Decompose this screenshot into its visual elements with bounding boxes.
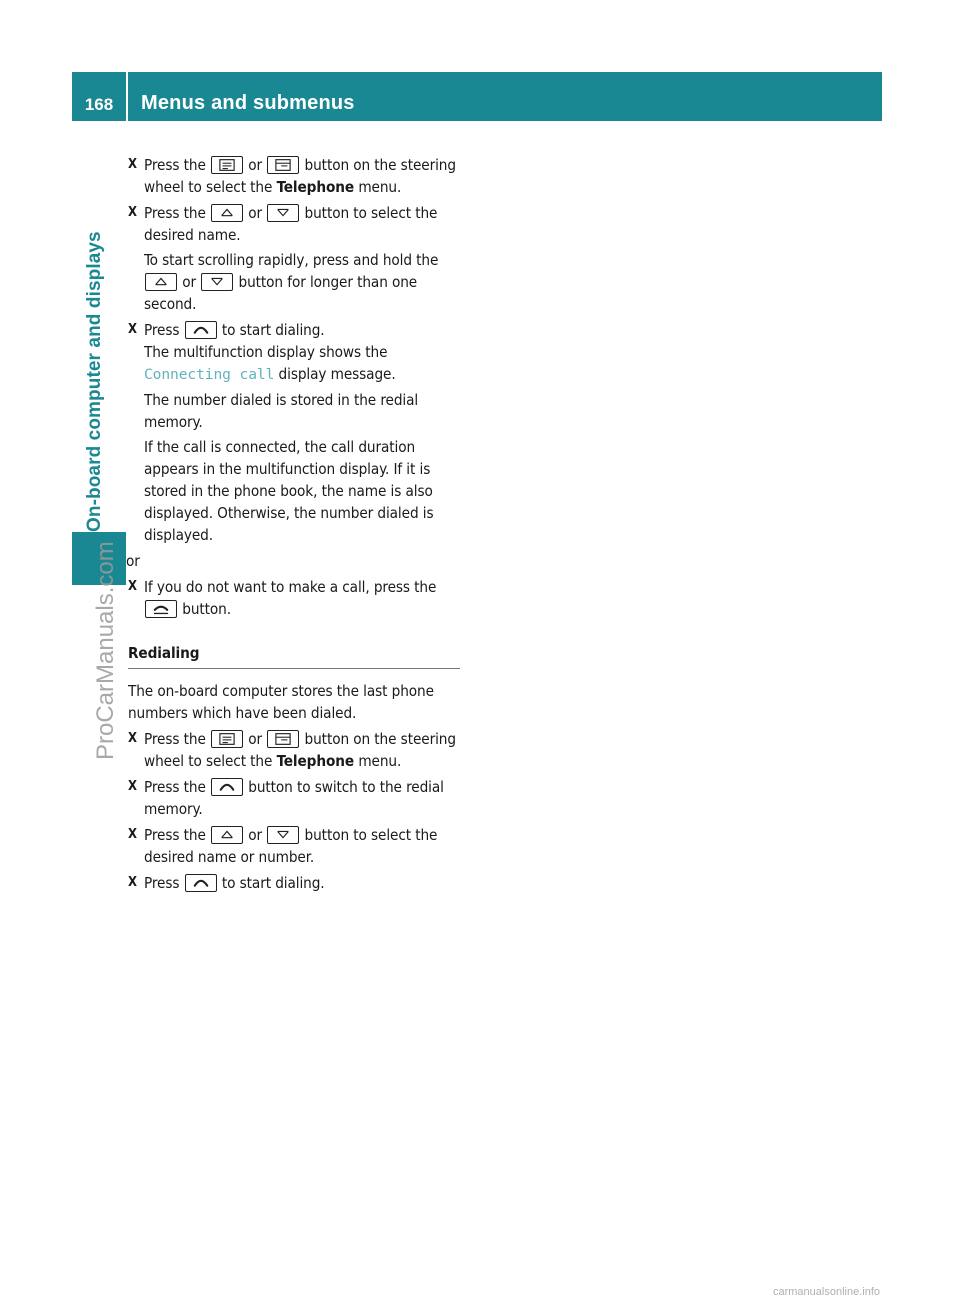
step-marker-icon: X — [128, 322, 137, 337]
page-back-icon — [267, 156, 299, 174]
header-divider — [126, 72, 128, 121]
chevron-up-icon — [211, 826, 243, 844]
chapter-label: On-board computer and displays — [84, 231, 105, 532]
redial-step-select-telephone: X Press the or button on the steering wheel to select the Telephone menu. — [128, 730, 456, 770]
step-marker-icon: X — [128, 205, 137, 220]
page-back-icon — [267, 730, 299, 748]
redial-step-start-dialing: X Press to start dialing. — [128, 874, 325, 892]
phone-pickup-icon — [185, 874, 217, 892]
step-marker-icon: X — [128, 827, 137, 842]
step-cancel-call: X If you do not want to make a call, press the button. — [128, 578, 437, 618]
page-forward-icon — [211, 156, 243, 174]
step-marker-icon: X — [128, 731, 137, 746]
bottom-watermark: carmanualsonline.info — [772, 1286, 880, 1298]
redialing-intro: The on-board computer stores the last phone numbers which have been dialed. — [128, 682, 434, 722]
chevron-up-icon — [211, 204, 243, 222]
phone-pickup-icon — [211, 778, 243, 796]
or-separator: or — [126, 552, 140, 570]
step-marker-icon: X — [128, 579, 137, 594]
step-marker-icon: X — [128, 779, 137, 794]
step-select-name: X Press the or button to select the desired name. To start scrolling rapidly, press and hold the or button for longer than one second. — [128, 204, 439, 313]
chevron-down-icon — [201, 273, 233, 291]
redial-step-switch-memory: X Press the button to switch to the redial memory. — [128, 778, 444, 818]
display-message: Connecting call — [144, 366, 275, 383]
main-content — [128, 154, 460, 898]
step-select-telephone: X Press the or button on the steering wheel to select the Telephone menu. — [128, 156, 456, 196]
redial-step-select-number: X Press the or button to select the desired name or number. — [128, 826, 438, 866]
page-number: 168 — [84, 95, 114, 114]
page-title: Menus and submenus — [141, 92, 355, 114]
chevron-down-icon — [267, 204, 299, 222]
step-marker-icon: X — [128, 157, 137, 172]
chevron-down-icon — [267, 826, 299, 844]
phone-hangup-icon — [145, 600, 177, 618]
step-marker-icon: X — [128, 875, 137, 890]
phone-pickup-icon — [185, 321, 217, 339]
side-watermark: ProCarManuals.com — [92, 541, 119, 760]
section-title-redialing: Redialing — [128, 642, 460, 669]
step-start-dialing: X Press to start dialing. The multifunction display shows the Connecting call display message. The number dialed is stored in the redial memory. If the call is connected, the call duration appears in the multifunction display. If it is stored in the phone book, the name is also displayed. Otherwise, the number dialed is displayed. — [128, 321, 434, 544]
page-forward-icon — [211, 730, 243, 748]
chevron-up-icon — [145, 273, 177, 291]
